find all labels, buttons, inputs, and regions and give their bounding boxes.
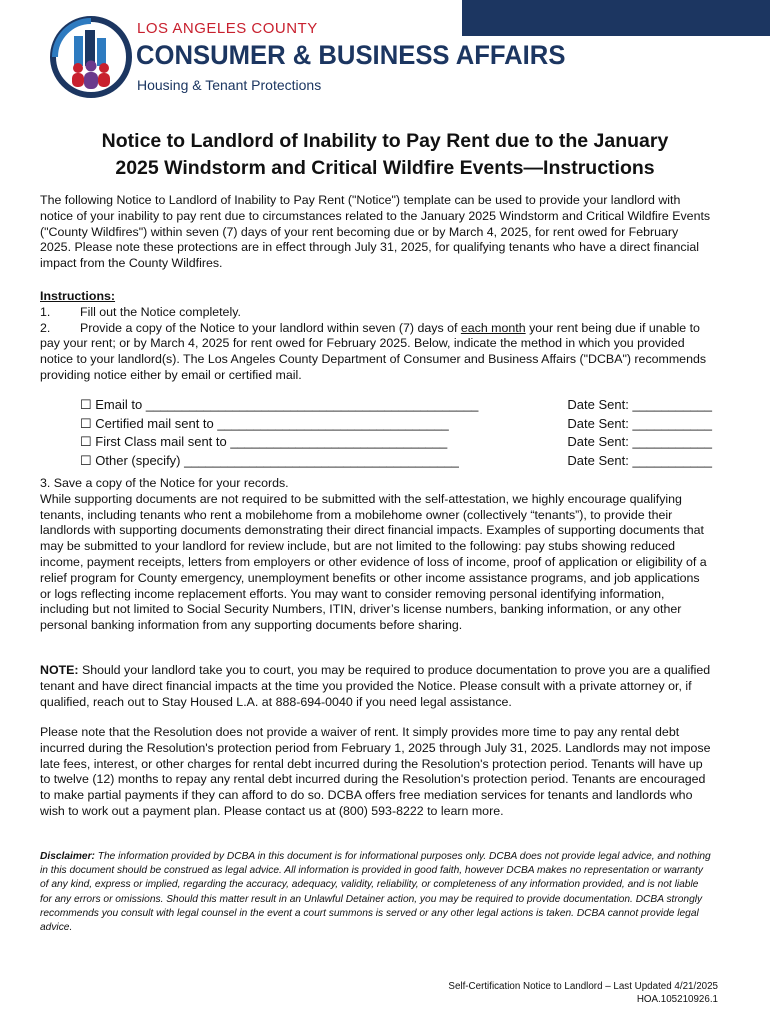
title-line-2: 2025 Windstorm and Critical Wildfire Events—Instructions (115, 157, 655, 179)
instruction-step-2 (40, 321, 712, 384)
method-row-other (80, 452, 712, 471)
intro-paragraph: The following Notice to Landlord of Inability to Pay Rent ("Notice") template can be used to provide your landlord with notice of your inability to pay rent due to circumstances related to the January 2025 Windstorm and Critical Wildfire Events ("County Wildfires") within seven (7) days of your rent becoming due or by March 4, 2025, for rent owed for February 2025. Please note these protections are in effect through July 31, 2025, for qualifying tenants who have a direct financial impact from the County Wildfires. (40, 193, 711, 271)
email-date-sent[interactable]: Date Sent: ___________ (567, 397, 712, 412)
disclaimer-text: The information provided by DCBA in this document is for informational purposes only. DCBA does not provide legal advice, and nothing in this document should be construed as legal advice. All information is provided in good faith, however DCBA makes no representation or warranty of any kind, express or implied, regarding the accuracy, adequacy, validity, reliability, or completeness of any information provided, and is not liable for any errors or omissions. Should this matter result in an Unlawful Detainer action, you may be required to provide documentation. DCBA strongly recommends you consult with legal counsel in the event a court summons is served or any other legal actions is taken. DCBA cannot provide legal advice. (40, 851, 711, 934)
dcba-logo-icon (50, 16, 132, 98)
certified-mail-date-sent[interactable]: Date Sent: ___________ (567, 415, 712, 431)
first-class-mail-date-sent[interactable]: Date Sent: ___________ (567, 434, 712, 449)
note-paragraph (40, 663, 712, 710)
disclaimer-label: Disclaimer: (40, 851, 95, 862)
footer-line-2: HOA.105210926.1 (636, 994, 718, 1005)
method-row-email (80, 396, 712, 415)
title-line-1: Notice to Landlord of Inability to Pay Rent due to the January (101, 130, 669, 152)
method-row-certified-mail (80, 415, 712, 434)
supporting-documents-paragraph: While supporting documents are not required to be submitted with the self-attestation, we highly encourage qualifying tenants, including tenants who rent a mobilehome from a mobilehome owner (collectively “tenants”), to provide their landlords with supporting documents demonstrating their direct financial impacts. Examples of supporting documents that may be submitted to your landlord for review include, but are not limited to the following: pay stubs showing reduced income, payment receipts, letters from employers or other evidence of loss of income, proof of application or eligibility of a relief program for County emergency, unemployment benefits or other income assistance programs, and job applications or logs reflecting income replacement efforts. You may want to consider removing personal identifying information, including but not limited to Social Security Numbers, ITIN, driver’s license numbers, banking information, or any other personal banking information from any supporting documents before sharing. (40, 491, 707, 633)
supporting-section (40, 476, 712, 634)
instructions-section (40, 289, 712, 384)
email-checkbox[interactable]: ☐ Email to ______________________________________________ (80, 397, 479, 412)
disclaimer-paragraph (40, 850, 712, 935)
header-color-bar (462, 0, 770, 36)
county-name: LOS ANGELES COUNTY (137, 20, 318, 37)
certified-mail-checkbox[interactable]: ☐ Certified mail sent to ________________________________ (80, 415, 449, 431)
step-2-text-a: Provide a copy of the Notice to your landlord within seven (7) days of (80, 320, 461, 335)
footer-line-1: Self-Certification Notice to Landlord – Last Updated 4/21/2025 (448, 981, 718, 992)
other-date-sent[interactable]: Date Sent: ___________ (567, 452, 712, 468)
resolution-paragraph: Please note that the Resolution does not provide a waiver of rent. It simply provides more time to pay any rental debt incurred during the Resolution's protection period from February 1, 2025 through July 31, 2025. Landlords may not impose late fees, interest, or other charges for rental debt incurred during the Resolution's protection period. Tenants will have up to twelve (12) months to repay any rental debt incurred during the Resolution's protection period. Tenants are encouraged to make partial payments if they can afford to do so. DCBA offers free mediation services for tenants and landlords who wish to work out a payment plan. Please contact us at (800) 593-8222 to learn more. (40, 725, 711, 818)
step-2-underlined: each month (460, 320, 526, 335)
page-title (40, 128, 730, 182)
method-row-first-class-mail (80, 433, 712, 452)
division-name: Housing & Tenant Protections (137, 77, 322, 93)
page-footer (448, 980, 718, 1006)
first-class-mail-checkbox[interactable]: ☐ First Class mail sent to ______________________________ (80, 434, 448, 449)
instruction-step-3: 3. Save a copy of the Notice for your records. (40, 476, 289, 490)
instruction-step-1 (40, 305, 712, 321)
agency-name: CONSUMER & BUSINESS AFFAIRS (136, 40, 566, 70)
step-1-number: 1. (40, 304, 51, 319)
step-1-text: Fill out the Notice completely. (80, 304, 241, 319)
step-2-number: 2. (40, 320, 51, 335)
note-label: NOTE: (40, 663, 79, 677)
other-checkbox[interactable]: ☐ Other (specify) ______________________________________ (80, 452, 459, 468)
note-text: Should your landlord take you to court, you may be required to produce documentation to prove you are a qualified tenant and have direct financial impacts at the time you provided the Notice. Please consult with a private attorney or, if qualified, reach out to Stay Housed L.A. at 888-694-0040 if you need legal assistance. (40, 663, 711, 709)
notice-method-list (80, 396, 712, 470)
step-2-text-b: your rent being due if unable to pay your rent; or by March 4, 2025 for rent owed for February 2025. Below, indicate the method in which you provided notice to your landlord(s). The Los Angeles County Department of Consumer and Business Affairs ("DCBA") recommends providing notice either by email or certified mail. (40, 320, 707, 382)
instructions-heading: Instructions: (40, 289, 116, 303)
